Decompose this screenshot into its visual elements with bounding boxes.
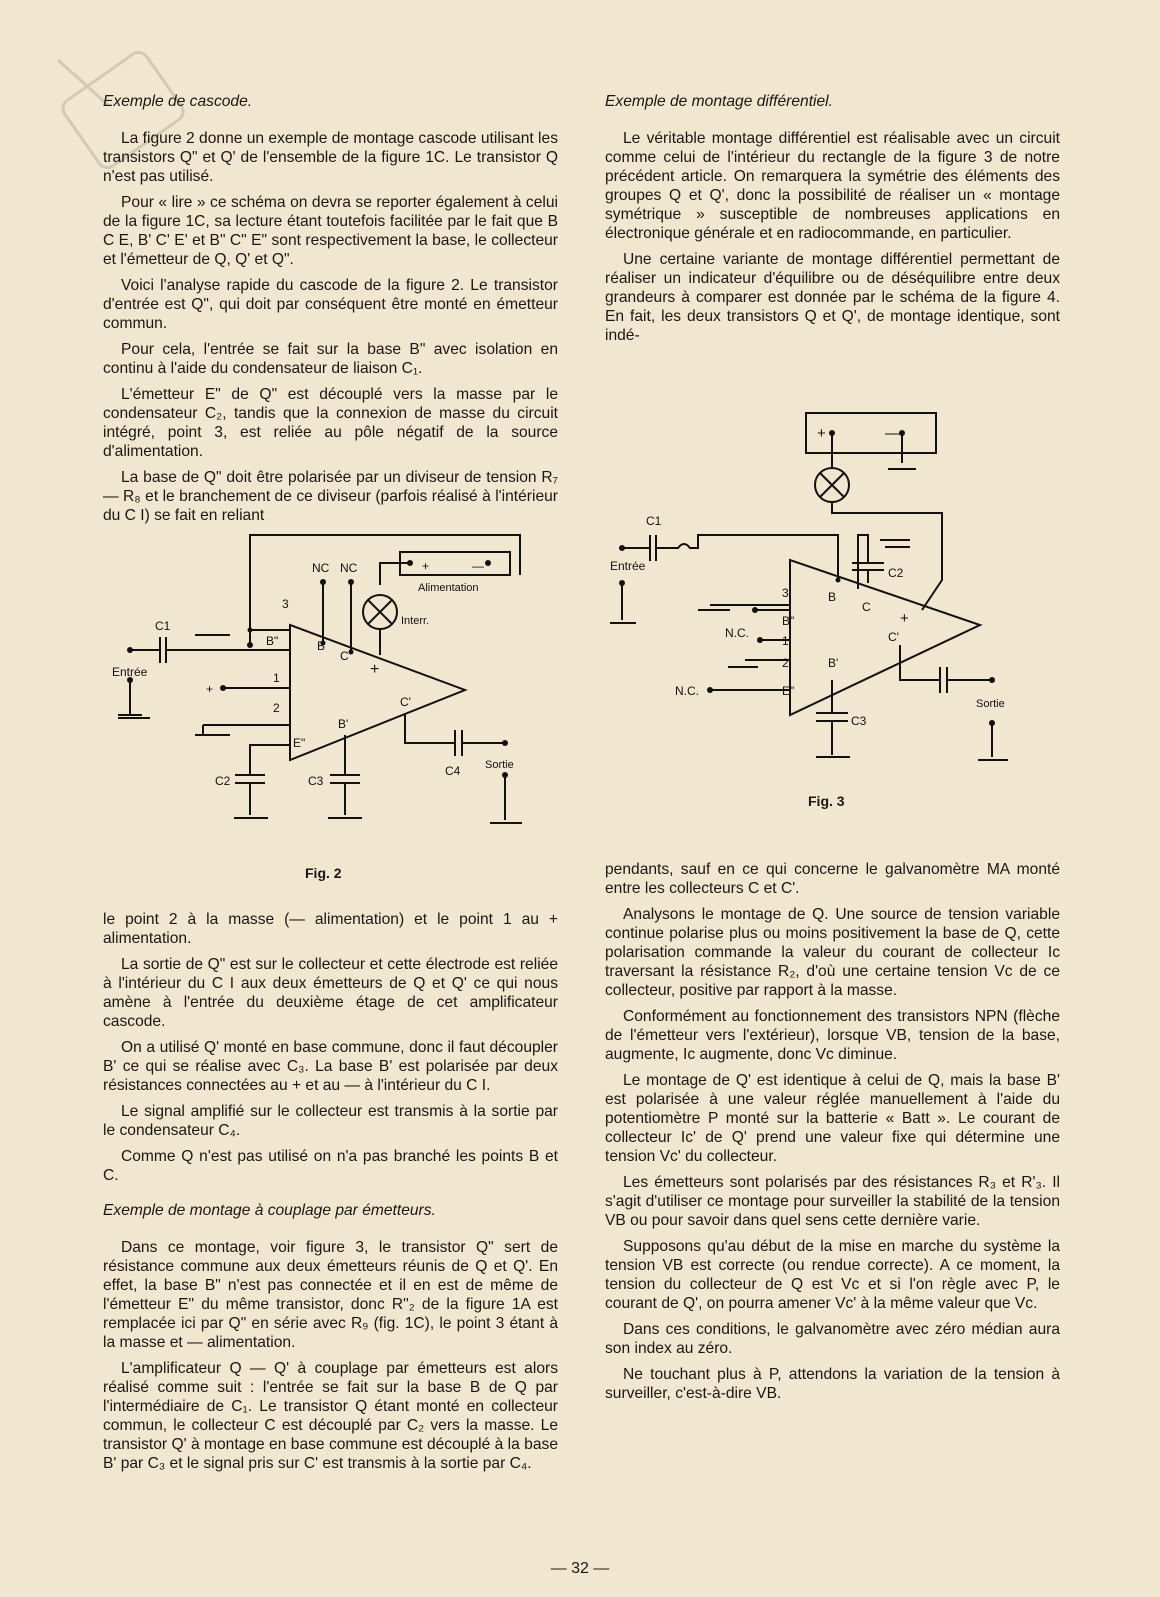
label-interr: Interr. bbox=[401, 615, 430, 627]
paragraph: Comme Q n'est pas utilisé on n'a pas branché les points B et C. bbox=[103, 1148, 558, 1184]
paragraph: pendants, sauf en ce qui concerne le galvanomètre MA monté entre les collecteurs C et C'. bbox=[605, 861, 1060, 897]
label-b2: B" bbox=[782, 614, 795, 628]
paragraph: Pour « lire » ce schéma on devra se reporter également à celui de la figure 1C, sa lecture étant toutefois facilitée par le fait que B C E, B' C' E' et B" C" E" sont respectivement la base, le collecteur et l'émetteur de Q, Q' et Q". bbox=[103, 194, 558, 268]
label-plus: + bbox=[370, 661, 380, 678]
figure-3-caption: Fig. 3 bbox=[808, 793, 845, 809]
paragraph: L'amplificateur Q — Q' à couplage par émetteurs est alors réalisé comme suit : l'entrée se fait sur la base B de Q par l'intermédiaire de C₁. Le transistor Q étant monté en collecteur commun, le collecteur C est découplé par C₂ vers la masse. Le transistor Q' à montage en base commune est découplé à la base B' par C₃ et le signal pris sur C' est transmis à la sortie par C₄. bbox=[103, 1360, 558, 1472]
label-pin-3: 3 bbox=[282, 597, 289, 611]
label-pin-1: 1 bbox=[782, 634, 789, 648]
label-batt-minus: — bbox=[885, 425, 900, 442]
label-pin-1: 1 bbox=[273, 671, 280, 685]
label-c3: C3 bbox=[851, 714, 867, 728]
paragraph: Le montage de Q' est identique à celui de Q, mais la base B' est polarisée à une valeur réglée manuellement à l'aide du potentiomètre P monté sur la batterie « Batt ». Le courant de collecteur Ic' de Q' prend une valeur fixe qui détermine une tension Vc' du collecteur. bbox=[605, 1072, 1060, 1165]
paragraph: le point 2 à la masse (— alimentation) et le point 1 au + alimentation. bbox=[103, 911, 558, 947]
label-pin-2: 2 bbox=[273, 701, 280, 715]
label-c3: C3 bbox=[308, 774, 324, 788]
label-alimentation: Alimentation bbox=[418, 582, 479, 594]
paragraph: Voici l'analyse rapide du cascode de la figure 2. Le transistor d'entrée est Q", qui doit par conséquent être monté en émetteur commun. bbox=[103, 277, 558, 332]
paragraph: Supposons qu'au début de la mise en marche du système la tension VB est correcte (ou rendue correcte). A ce moment, la tension du collecteur de Q est Vc et si l'on règle avec P, le courant de Q', on pourra amener Vc' à la même valeur que Vc. bbox=[605, 1238, 1060, 1312]
label-nc-1: NC bbox=[312, 561, 330, 575]
left-column-top bbox=[103, 92, 558, 532]
left-column-bottom bbox=[103, 910, 558, 1480]
paragraph: La figure 2 donne un exemple de montage cascode utilisant les transistors Q" et Q' de l'ensemble de la figure 1C. Le transistor Q n'est pas utilisé. bbox=[103, 130, 558, 185]
label-c-prime: C' bbox=[888, 630, 899, 644]
label-entree: Entrée bbox=[610, 559, 646, 573]
right-column-bottom bbox=[605, 860, 1060, 1410]
label-b2: B" bbox=[266, 634, 279, 648]
section-heading-cascode: Exemple de cascode. bbox=[103, 93, 253, 110]
label-pin-3: 3 bbox=[782, 586, 789, 600]
figure-2 bbox=[110, 530, 560, 845]
paragraph: Les émetteurs sont polarisés par des résistances R₃ et R'₃. Il s'agit d'utiliser ce montage pour surveiller la stabilité de la tension VB ou pour savoir dans quel sens cette dernière varie. bbox=[605, 1174, 1060, 1229]
label-e2: E" bbox=[782, 684, 795, 698]
paragraph: On a utilisé Q' monté en base commune, donc il faut découpler B' ce qui se réalise avec C₃. La base B' est polarisée par deux résistances connectées au + et au — à l'intérieur du C I. bbox=[103, 1039, 558, 1094]
label-c2: C2 bbox=[888, 566, 904, 580]
paragraph: Une certaine variante de montage différentiel permettant de réaliser un indicateur d'équilibre ou de déséquilibre entre deux grandeurs à comparer est donnée par le schéma de la figure 4. En fait, les deux transistors Q et Q', de montage identique, sont indé- bbox=[605, 251, 1060, 344]
label-e2: E" bbox=[293, 736, 306, 750]
section-heading-couplage: Exemple de montage à couplage par émetteurs. bbox=[103, 1202, 436, 1219]
label-b: B bbox=[317, 639, 326, 653]
label-c: C bbox=[862, 600, 871, 614]
figure-2-schematic bbox=[110, 530, 560, 840]
paragraph: Ne touchant plus à P, attendons la variation de la tension à surveiller, c'est-à-dire VB. bbox=[605, 1366, 1060, 1402]
paragraph: L'émetteur E" de Q" est découplé vers la masse par le condensateur C₂, tandis que la connexion de masse du circuit intégré, point 3, est reliée au pôle négatif de la source d'alimentation. bbox=[103, 386, 558, 460]
paragraph: La sortie de Q" est sur le collecteur et cette électrode est reliée à l'intérieur du C I aux deux émetteurs de Q et Q' ce qui nous amène à l'entrée du deuxième étage de cet amplificateur cascode. bbox=[103, 956, 558, 1030]
label-c2: C2 bbox=[215, 774, 231, 788]
label-alim-minus: — bbox=[472, 559, 484, 573]
paragraph: Dans ces conditions, le galvanomètre avec zéro médian aura son index au zéro. bbox=[605, 1321, 1060, 1357]
label-b: B bbox=[828, 590, 837, 604]
paragraph: Le signal amplifié sur le collecteur est transmis à la sortie par le condensateur C₄. bbox=[103, 1103, 558, 1139]
paragraph: Conformément au fonctionnement des transistors NPN (flèche de l'émetteur vers l'extérieur), lorsque VB, tension de la base, augmente, Ic augmente, donc Vc diminue. bbox=[605, 1008, 1060, 1063]
paragraph: Analysons le montage de Q. Une source de tension variable continue polarise plus ou moins positivement la base de Q, cette polarisation commande la valeur du courant de collecteur Ic traversant la résistance R₂, d'où une certaine tension Vc de ce collecteur, positive par rapport à la masse. bbox=[605, 906, 1060, 999]
label-c: C bbox=[340, 649, 349, 663]
page-number: — 32 — bbox=[550, 1560, 610, 1577]
figure-3 bbox=[610, 405, 1030, 780]
figure-3-schematic bbox=[610, 405, 1030, 775]
label-sortie: Sortie bbox=[976, 698, 1005, 710]
label-b-prime: B' bbox=[828, 656, 839, 670]
label-nc-1: N.C. bbox=[725, 626, 749, 640]
label-sortie: Sortie bbox=[485, 759, 514, 771]
label-batt-plus: + bbox=[817, 425, 826, 442]
section-heading-differentiel: Exemple de montage différentiel. bbox=[605, 93, 833, 110]
label-entree: Entrée bbox=[112, 665, 148, 679]
paragraph: Pour cela, l'entrée se fait sur la base B" avec isolation en continu à l'aide du condensateur de liaison C₁. bbox=[103, 341, 558, 377]
label-nc-2: N.C. bbox=[675, 684, 699, 698]
label-pin-2: 2 bbox=[782, 656, 789, 670]
label-c4: C4 bbox=[445, 764, 461, 778]
label-c-prime: C' bbox=[400, 695, 411, 709]
paragraph: Le véritable montage différentiel est réalisable avec un circuit comme celui de l'intérieur du rectangle de la figure 3 de notre précédent article. On remarquera la symétrie des éléments des groupes Q et Q', donc la possibilité de réaliser un « montage symétrique » susceptible de nombreuses applications en électronique générale et en radiocommande, en particulier. bbox=[605, 130, 1060, 242]
paragraph: La base de Q" doit être polarisée par un diviseur de tension R₇ — R₈ et le branchement de ce diviseur (parfois réalisé à l'intérieur du C I) se fait en reliant bbox=[103, 469, 558, 524]
label-nc-2: NC bbox=[340, 561, 358, 575]
label-b-prime: B' bbox=[338, 717, 349, 731]
label-alim-plus: + bbox=[422, 559, 430, 573]
figure-2-caption: Fig. 2 bbox=[305, 865, 342, 881]
label-c1: C1 bbox=[155, 619, 171, 633]
label-c1: C1 bbox=[646, 514, 662, 528]
right-column-top bbox=[605, 92, 1060, 352]
paragraph: Dans ce montage, voir figure 3, le transistor Q" sert de résistance commune aux deux émetteurs réunis de Q et Q'. En effet, la base B" n'est pas connectée et il en est de même de l'émetteur E" du même transistor, donc R"₂ de la figure 1A est remplacée ici par Q" en série avec R₉ (fig. 1C), le point 3 étant à la masse et — alimentation. bbox=[103, 1239, 558, 1351]
label-plus-in: + bbox=[206, 682, 214, 696]
label-plus: + bbox=[900, 610, 909, 627]
